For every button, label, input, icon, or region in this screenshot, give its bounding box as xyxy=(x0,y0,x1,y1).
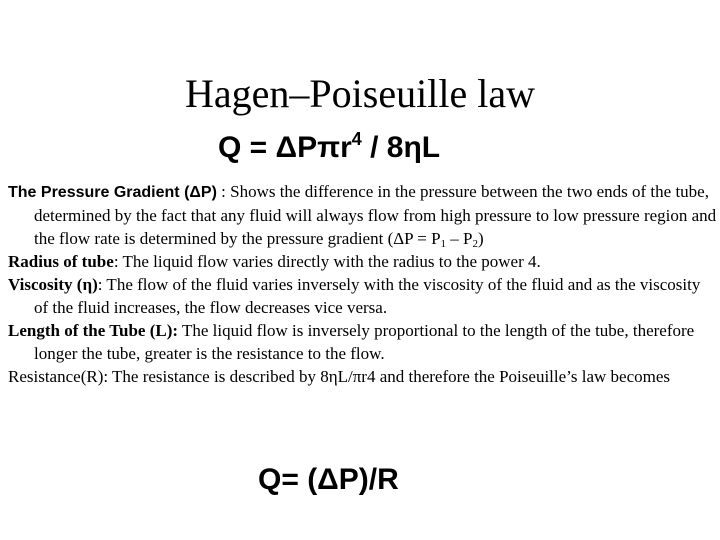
title-text: Hagen–Poiseuille law xyxy=(185,71,535,116)
pressure-gradient-paragraph xyxy=(8,180,718,250)
slide-title xyxy=(0,70,720,118)
length-text: The liquid flow is inversely proportional to the length of the tube, therefore longer the tube, greater is the resistance to the flow. xyxy=(34,321,695,363)
pressure-gradient-text: : Shows the difference in the pressure between the two ends of the tube, determined by the fact that any fluid will always flow from high pressure to low pressure region and the flow rate is determined by the pressure gradient (ΔP = P xyxy=(34,182,717,248)
body-text xyxy=(8,180,718,388)
length-term: Length of the Tube (L): xyxy=(8,321,179,340)
final-formula: Q= (ΔP)/R xyxy=(258,463,399,496)
viscosity-term: Viscosity (η) xyxy=(8,275,98,294)
pressure-sub-1: 1 xyxy=(440,238,447,250)
formula-lhs: Q = ΔPπr xyxy=(218,131,352,164)
formula-exponent: 4 xyxy=(351,129,362,149)
radius-text: : The liquid flow varies directly with the radius to the power 4. xyxy=(113,252,541,271)
formula-rhs: / 8ηL xyxy=(361,131,441,164)
resistance-text: Resistance(R): The resistance is described by 8ηL/πr4 and therefore the Poiseuille’s law becomes xyxy=(8,367,671,386)
length-paragraph xyxy=(8,319,718,365)
viscosity-text: : The flow of the fluid varies inversely with the viscosity of the fluid and as the viscosity of the fluid increases, the flow decreases vice versa. xyxy=(34,275,701,317)
pressure-end: ) xyxy=(478,229,484,248)
radius-paragraph xyxy=(8,250,718,273)
radius-term: Radius of tube xyxy=(8,252,114,271)
resistance-paragraph xyxy=(8,365,718,388)
main-formula xyxy=(218,128,440,168)
pressure-sub-2: 2 xyxy=(472,238,478,250)
pressure-mid: – P xyxy=(446,229,473,248)
viscosity-paragraph xyxy=(8,273,718,319)
pressure-gradient-term: The Pressure Gradient (ΔP) xyxy=(8,184,217,201)
